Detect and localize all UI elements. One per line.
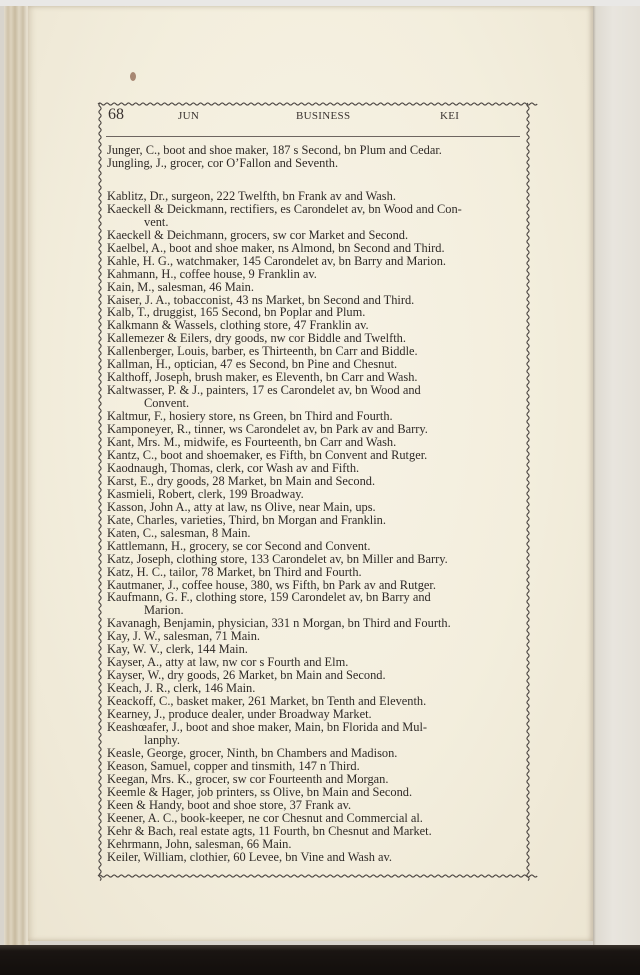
border-bottom bbox=[98, 875, 537, 877]
running-head bbox=[108, 108, 520, 128]
entry-text: Kaltmur, F., hosiery store, ns Green, bn Third and Fourth. bbox=[107, 409, 393, 424]
border-top bbox=[98, 103, 537, 105]
right-guide-word: KEI bbox=[440, 110, 460, 122]
directory-entry bbox=[107, 384, 519, 410]
entry-text: Kasmieli, Robert, clerk, 199 Broadway. bbox=[107, 486, 304, 501]
entry-text: Kamponeyer, R., tinner, ws Carondelet av, bn Park av and Barry. bbox=[107, 422, 428, 437]
entry-text: Kant, Mrs. M., midwife, es Fourteenth, bn Carr and Wash. bbox=[107, 435, 397, 450]
entry-text: Keasle, George, grocer, Ninth, bn Chambers and Madison. bbox=[107, 745, 398, 760]
scan-background bbox=[0, 945, 640, 975]
entry-text: Kaltwasser, P. & J., painters, 17 es Carondelet av, bn Wood and bbox=[107, 383, 421, 398]
directory-entry bbox=[107, 157, 519, 170]
entry-text: Junger, C., boot and shoe maker, 187 s Second, bn Plum and Cedar. bbox=[107, 143, 442, 157]
entry-text: Kaufmann, G. F., clothing store, 159 Carondelet av, bn Barry and bbox=[107, 590, 431, 605]
entry-text: Kay, J. W., salesman, 71 Main. bbox=[107, 629, 261, 644]
entry-text: Kehr & Bach, real estate agts, 11 Fourth, bn Chesnut and Market. bbox=[107, 823, 432, 838]
facing-page-edge bbox=[593, 6, 640, 946]
entry-text: Keason, Samuel, copper and tinsmith, 147 n Third. bbox=[107, 758, 360, 773]
entry-text: Keiler, William, clothier, 60 Levee, bn Vine and Wash av. bbox=[107, 849, 392, 864]
entry-continuation: Marion. bbox=[144, 603, 184, 618]
entry-text: Kate, Charles, varieties, Third, bn Morgan and Franklin. bbox=[107, 512, 386, 527]
entry-text: Keen & Handy, boot and shoe store, 37 Frank av. bbox=[107, 797, 352, 812]
entry-text: Kavanagh, Benjamin, physician, 331 n Morgan, bn Third and Fourth. bbox=[107, 616, 451, 631]
entry-text: Kehrmann, John, salesman, 66 Main. bbox=[107, 836, 292, 851]
entry-text: Kalthoff, Joseph, brush maker, es Eleventh, bn Carr and Wash. bbox=[107, 370, 418, 385]
entry-text: Kaiser, J. A., tobacconist, 43 ns Market, bn Second and Third. bbox=[107, 292, 415, 307]
entry-text: Kay, W. V., clerk, 144 Main. bbox=[107, 642, 248, 657]
entry-text: Kayser, W., dry goods, 26 Market, bn Main and Second. bbox=[107, 668, 386, 683]
entry-text: Keemle & Hager, job printers, ss Olive, bn Main and Second. bbox=[107, 784, 413, 799]
entry-text: Kalkmann & Wassels, clothing store, 47 Franklin av. bbox=[107, 318, 369, 333]
entry-text: Kayser, A., atty at law, nw cor s Fourth and Elm. bbox=[107, 655, 349, 670]
ink-spot bbox=[130, 72, 136, 81]
entry-text: Kallemezer & Eilers, dry goods, nw cor Biddle and Twelfth. bbox=[107, 331, 406, 346]
entry-text: Kaelbel, A., boot and shoe maker, ns Almond, bn Second and Third. bbox=[107, 240, 445, 255]
entry-continuation: vent. bbox=[144, 214, 169, 229]
entry-text: Karst, E., dry goods, 28 Market, bn Main and Second. bbox=[107, 473, 376, 488]
border-right bbox=[527, 103, 529, 881]
entry-text: Keackoff, C., basket maker, 261 Market, bn Tenth and Eleventh. bbox=[107, 694, 427, 709]
entry-continuation: lanphy. bbox=[144, 732, 181, 747]
directory-frame bbox=[96, 101, 532, 879]
left-guide-word: JUN bbox=[178, 110, 200, 122]
section-title: BUSINESS bbox=[296, 110, 351, 122]
group-spacer bbox=[107, 170, 519, 190]
directory-listing bbox=[107, 144, 519, 863]
entry-text: Jungling, J., grocer, cor O’Fallon and Seventh. bbox=[107, 155, 339, 170]
entry-text: Kain, M., salesman, 46 Main. bbox=[107, 279, 254, 294]
entry-text: Kahle, H. G., watchmaker, 145 Carondelet av, bn Barry and Marion. bbox=[107, 253, 446, 268]
entry-text: Kantz, C., boot and shoemaker, es Fifth, bn Convent and Rutger. bbox=[107, 447, 428, 462]
entry-text: Kasson, John A., atty at law, ns Olive, near Main, ups. bbox=[107, 499, 376, 514]
border-left bbox=[99, 103, 101, 881]
entry-text: Kablitz, Dr., surgeon, 222 Twelfth, bn Frank av and Wash. bbox=[107, 188, 396, 203]
entry-text: Kaodnaugh, Thomas, clerk, cor Wash av and Fifth. bbox=[107, 460, 360, 475]
entry-text: Kaeckell & Deichmann, grocers, sw cor Market and Second. bbox=[107, 227, 409, 242]
entry-text: Kallman, H., optician, 47 es Second, bn Pine and Chesnut. bbox=[107, 357, 398, 372]
entry-text: Kattlemann, H., grocery, se cor Second and Convent. bbox=[107, 538, 371, 553]
entry-text: Kalb, T., druggist, 165 Second, bn Poplar and Plum. bbox=[107, 305, 366, 320]
entry-text: Katz, Joseph, clothing store, 133 Carondelet av, bn Miller and Barry. bbox=[107, 551, 448, 566]
directory-entry bbox=[107, 591, 519, 617]
directory-entry bbox=[107, 851, 519, 864]
directory-entry bbox=[107, 721, 519, 747]
entry-text: Keach, J. R., clerk, 146 Main. bbox=[107, 681, 256, 696]
entry-text: Keashœafer, J., boot and shoe maker, Main, bn Florida and Mul- bbox=[107, 719, 428, 734]
directory-entry bbox=[107, 203, 519, 229]
book-page-edges bbox=[4, 6, 30, 946]
entry-text: Katen, C., salesman, 8 Main. bbox=[107, 525, 251, 540]
entry-text: Keener, A. C., book-keeper, ne cor Chesnut and Commercial al. bbox=[107, 810, 423, 825]
entry-text: Katz, H. C., tailor, 78 Market, bn Third and Fourth. bbox=[107, 564, 362, 579]
header-rule bbox=[106, 136, 520, 137]
entry-continuation: Convent. bbox=[144, 396, 190, 411]
entry-text: Kautmaner, J., coffee house, 380, ws Fifth, bn Park av and Rutger. bbox=[107, 577, 436, 592]
entry-text: Kaeckell & Deickmann, rectifiers, es Carondelet av, bn Wood and Con- bbox=[107, 201, 462, 216]
entry-text: Kearney, J., produce dealer, under Broadway Market. bbox=[107, 707, 372, 722]
entry-text: Kahmann, H., coffee house, 9 Franklin av. bbox=[107, 266, 317, 281]
entry-text: Keegan, Mrs. K., grocer, sw cor Fourteenth and Morgan. bbox=[107, 771, 389, 786]
page-number: 68 bbox=[108, 106, 124, 123]
entry-text: Kallenberger, Louis, barber, es Thirteenth, bn Carr and Biddle. bbox=[107, 344, 418, 359]
